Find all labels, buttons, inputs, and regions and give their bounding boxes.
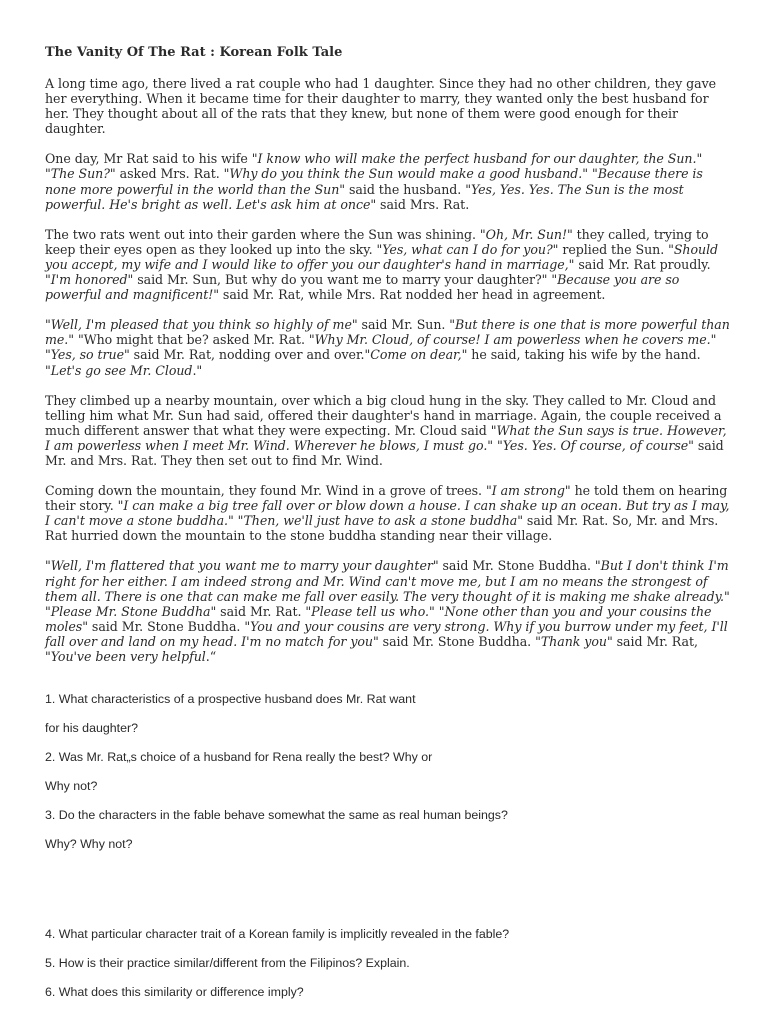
dialogue-text: Yes. Yes. Of course, of course [502,437,689,453]
question-line: Why? Why not? [45,837,133,851]
dialogue-text: Well, I'm flattered that you want me to marry your daughter [50,558,433,574]
story-paragraph [45,76,735,136]
dialogue-text: The Sun? [50,166,110,182]
narration-text: " said Mr. Sun. " [351,317,456,333]
question-line: 1. What characteristics of a prospective husband does Mr. Rat want [45,692,416,706]
narration-text: The two rats went out into their garden where the Sun was shining. " [45,226,486,242]
narration-text: " said Mr. Rat. " [210,603,312,619]
narration-text: " said Mr. Rat, " [45,633,698,664]
narration-text: " said Mr. Sun, But why do you want me to marry your daughter?" " [127,272,558,288]
dialogue-text: You and your cousins are very strong. Why if you burrow under my feet, I'll fall over and land on my head. I'm no match for you [45,618,728,649]
story-document [45,44,735,679]
dialogue-text: Why do you think the Sun would make a good husband. [229,166,583,182]
narration-text: " said the husband. " [339,181,471,197]
narration-text: " said Mr. and Mrs. Rat. They then set out to find Mr. Wind. [45,437,724,468]
narration-text: " [45,558,51,574]
narration-text: Coming down the mountain, they found Mr. Wind in a grove of trees. " [45,483,492,499]
narration-text: " asked Mrs. Rat. " [109,166,230,182]
dialogue-text: Thank you [540,633,607,649]
narration-text: " he said, taking his wife by the hand. " [45,347,701,378]
narration-text: " " [45,151,703,182]
narration-text: .“ [205,649,217,664]
question-line: 4. What particular character trait of a Korean family is implicitly revealed in the fable? [45,927,510,941]
narration-text: A long time ago, there lived a rat couple who had 1 daughter. Since they had no other children, they gave her everything. When it became time for their daughter to marry, they wanted only the best husband for her. They thought about all of the rats that they knew, but none of them were good enough for their daughter. [45,76,717,137]
narration-text: " said Mr. Rat proudly. " [45,256,711,288]
narration-text: ." [192,362,203,378]
narration-text: " said Mr. Stone Buddha. " [82,618,251,634]
spacer [45,882,735,911]
story-paragraph [45,558,735,664]
dialogue-text: Yes, Yes. Yes. The Sun is the most powerful. He's bright as well. Let's ask him at once [45,181,684,212]
narration-text: " he told them on hearing their story. " [45,483,728,514]
narration-text: " " [429,603,445,619]
narration-text: " [45,317,51,333]
dialogue-text: What the Sun says is true. However, I am powerless when I meet Mr. Wind. Wherever he blows, I must go. [45,422,727,453]
story-paragraph [45,483,735,543]
story-body [45,76,735,664]
dialogue-text: I can make a big tree fall over or blow down a house. I can shake up an ocean. But try as I may, I can't move a stone buddha. [45,498,730,529]
narration-text: " "Who might that be? asked Mr. Rat. " [68,332,315,348]
narration-text: " they called, trying to keep their eyes open as they looked up into the sky. " [45,226,709,257]
dialogue-text: Please Mr. Stone Buddha [50,603,211,619]
dialogue-text: But there is one that is more powerful than me. [45,317,730,348]
dialogue-text: None other than you and your cousins the moles [45,603,712,634]
narration-text: " " [45,588,730,619]
dialogue-text: I know who will make the perfect husband for our daughter, the Sun. [257,151,697,167]
question-line: 3. Do the characters in the fable behave somewhat the same as real human beings? [45,808,508,822]
narration-text: One day, Mr Rat said to his wife " [45,151,258,167]
dialogue-text: Oh, Mr. Sun! [485,226,567,242]
dialogue-text: But I don't think I'm right for her either. I am indeed strong and Mr. Wind can't move me, but I am no means the strongest of them all. There is one that can make me fall over easily. The very thought of it is making me shake already. [45,558,729,604]
narration-text: " said Mr. Stone Buddha. " [432,558,601,574]
story-paragraph [45,317,735,377]
dialogue-text: Because there is none more powerful in the world than the Sun [45,166,703,197]
question-line: 5. How is their practice similar/different from the Filipinos? Explain. [45,956,410,970]
question-line: for his daughter? [45,721,138,735]
narration-text: " " [227,513,244,529]
dialogue-text: Yes, so true [50,347,124,363]
dialogue-text: Yes, what can I do for you? [382,241,553,257]
question-line: Why not? [45,779,98,793]
dialogue-text: Let's go see Mr. Cloud [50,362,193,378]
dialogue-text: Why Mr. Cloud, of course! I am powerless when he covers me. [314,332,711,348]
dialogue-text: Then, we'll just have to ask a stone buddha [243,513,518,529]
narration-text: " " [45,332,717,363]
story-paragraph [45,227,735,302]
dialogue-text: Come on dear, [370,347,462,363]
question-line: 2. Was Mr. Rat„s choice of a husband for Rena really the best? Why or [45,750,433,764]
narration-text: " replied the Sun. " [552,241,674,257]
dialogue-text: Because you are so powerful and magnificent! [45,272,680,303]
dialogue-text: Please tell us who. [311,603,429,619]
question-line: 6. What does this similarity or difference imply? [45,985,304,999]
dialogue-text: Well, I'm pleased that you think so highly of me [50,317,352,333]
narration-text: " said Mrs. Rat. [370,196,470,212]
narration-text: " " [582,166,598,182]
narration-text: They climbed up a nearby mountain, over which a big cloud hung in the sky. They called to Mr. Cloud and telling him what Mr. Sun had said, offered their daughter's hand in marriage. Again, the couple received a much different answer that what they were expecting. Mr. Cloud said " [45,392,722,438]
story-title: The Vanity Of The Rat : Korean Folk Tale [45,45,343,60]
story-paragraph [45,393,735,468]
dialogue-text: Should you accept, my wife and I would like to offer you our daughter's hand in marriage, [45,241,719,272]
question-list [45,692,735,1014]
narration-text: " " [487,437,503,453]
dialogue-text: I'm honored [50,272,128,288]
dialogue-text: I am strong [491,483,565,499]
narration-text: " said Mr. Rat. So, Mr. and Mrs. Rat hurried down the mountain to the stone buddha standing near their village. [45,513,719,544]
story-paragraph [45,151,735,211]
narration-text: " said Mr. Stone Buddha. " [372,633,541,649]
narration-text: " said Mr. Rat, while Mrs. Rat nodded her head in agreement. [213,287,606,303]
narration-text: " said Mr. Rat, nodding over and over." [123,347,371,363]
dialogue-text: You've been very helpful [50,649,206,664]
